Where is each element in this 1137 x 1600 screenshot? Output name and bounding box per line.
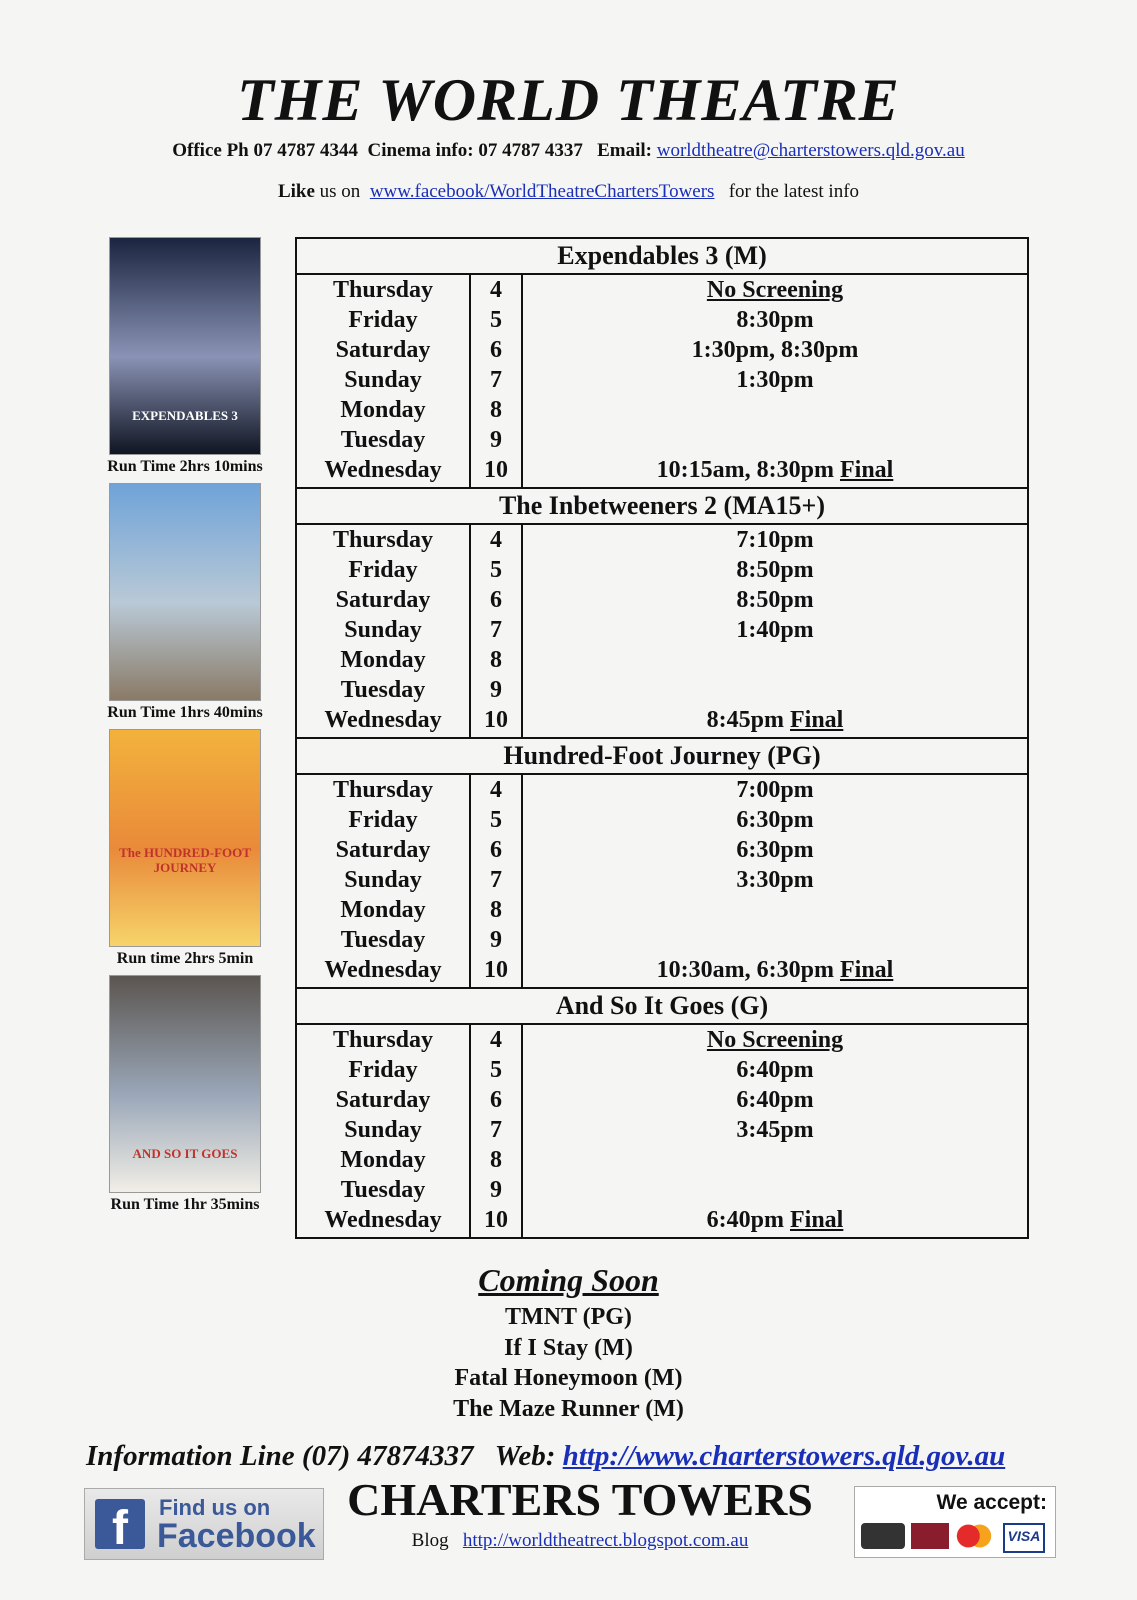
day: Monday [297, 645, 471, 675]
day: Sunday [297, 865, 471, 895]
times [523, 335, 1027, 365]
times [523, 425, 1027, 455]
showtime-row [297, 805, 1027, 835]
times [523, 645, 1027, 675]
day: Thursday [297, 275, 471, 305]
date: 5 [471, 1055, 523, 1085]
date: 5 [471, 555, 523, 585]
like-suffix: for the latest info [728, 181, 860, 202]
coming-soon-item: If I Stay (M) [504, 1334, 633, 1361]
times [523, 675, 1027, 705]
times [523, 1055, 1027, 1085]
showtime: 3:45pm [736, 1117, 814, 1143]
showtime: 1:30pm, 8:30pm [691, 337, 859, 363]
movie-poster [109, 975, 261, 1193]
showtime-row [297, 955, 1027, 987]
film-section [297, 239, 1027, 489]
date: 9 [471, 675, 523, 705]
showtime: 6:40pm [736, 1057, 814, 1083]
visa-icon: VISA [1003, 1523, 1045, 1553]
film-title: Expendables 3 (M) [297, 239, 1027, 275]
date: 9 [471, 425, 523, 455]
day: Saturday [297, 335, 471, 365]
facebook-badge-line1: Find us on [159, 1495, 271, 1520]
day: Thursday [297, 525, 471, 555]
showtime-row [297, 555, 1027, 585]
eftpos-terminal-icon [861, 1523, 905, 1549]
showtime-row [297, 1115, 1027, 1145]
date: 4 [471, 775, 523, 805]
date: 6 [471, 585, 523, 615]
date: 9 [471, 925, 523, 955]
date: 10 [471, 955, 523, 987]
date: 4 [471, 1025, 523, 1055]
showtime: 8:45pm [706, 707, 784, 733]
showtime-row [297, 675, 1027, 705]
day: Monday [297, 395, 471, 425]
film-title: Hundred-Foot Journey (PG) [297, 739, 1027, 775]
showtime-row [297, 455, 1027, 487]
page-title: THE WORLD THEATRE [237, 67, 900, 133]
times [523, 955, 1027, 987]
showtime-row [297, 425, 1027, 455]
showtime-row [297, 835, 1027, 865]
film-title: And So It Goes (G) [297, 989, 1027, 1025]
showtime: No Screening [706, 1027, 844, 1053]
day: Friday [297, 555, 471, 585]
showtime-row [297, 895, 1027, 925]
showtime: 8:50pm [736, 587, 814, 613]
showtime: 10:30am, 6:30pm [656, 957, 834, 983]
times [523, 1145, 1027, 1175]
email-link[interactable]: worldtheatre@charterstowers.qld.gov.au [656, 140, 965, 161]
facebook-badge[interactable] [84, 1488, 324, 1560]
poster-title: The HUNDRED-FOOT JOURNEY [119, 845, 251, 875]
facebook-badge-line2: Facebook [157, 1517, 316, 1555]
run-time: Run time 2hrs 5min [116, 950, 254, 967]
movie-poster [109, 729, 261, 947]
day: Sunday [297, 365, 471, 395]
date: 7 [471, 365, 523, 395]
schedule-table [295, 237, 1029, 1239]
showtime-row [297, 615, 1027, 645]
contact-line [0, 140, 1137, 162]
times [523, 1025, 1027, 1055]
showtime-row [297, 1025, 1027, 1055]
film-section [297, 489, 1027, 739]
date: 4 [471, 275, 523, 305]
showtime-row [297, 1205, 1027, 1237]
showtime-row [297, 1175, 1027, 1205]
blog-link[interactable]: http://worldtheatrect.blogspot.com.au [462, 1530, 749, 1551]
times [523, 865, 1027, 895]
information-line [86, 1440, 1005, 1473]
web-label: Web: [494, 1440, 556, 1472]
coming-soon-heading: Coming Soon [478, 1262, 659, 1298]
showtime: 10:15am, 8:30pm [656, 457, 834, 483]
day: Friday [297, 305, 471, 335]
day: Wednesday [297, 705, 471, 737]
date: 6 [471, 335, 523, 365]
showtime-row [297, 925, 1027, 955]
showtime: 3:30pm [736, 867, 814, 893]
showtime: 8:50pm [736, 557, 814, 583]
day: Monday [297, 895, 471, 925]
times [523, 775, 1027, 805]
mastercard-icon [955, 1523, 993, 1549]
final-label: Final [839, 957, 894, 983]
coming-soon-item: The Maze Runner (M) [453, 1395, 684, 1422]
date: 10 [471, 455, 523, 487]
times [523, 305, 1027, 335]
showtime-row [297, 305, 1027, 335]
date: 5 [471, 805, 523, 835]
film-section [297, 739, 1027, 989]
times [523, 1175, 1027, 1205]
info-phone: Information Line (07) 47874337 [86, 1440, 474, 1472]
eftpos-icon [911, 1523, 949, 1549]
times [523, 275, 1027, 305]
times [523, 805, 1027, 835]
run-time: Run Time 1hrs 40mins [107, 704, 263, 721]
date: 8 [471, 395, 523, 425]
day: Saturday [297, 835, 471, 865]
showtime-row [297, 525, 1027, 555]
day: Sunday [297, 615, 471, 645]
showtime: 1:40pm [736, 617, 814, 643]
showtime-row [297, 335, 1027, 365]
coming-soon-item: Fatal Honeymoon (M) [454, 1365, 683, 1391]
town-name: CHARTERS TOWERS [347, 1474, 813, 1525]
date: 7 [471, 1115, 523, 1145]
showtime-row [297, 1055, 1027, 1085]
payment-label: We accept: [936, 1491, 1047, 1514]
facebook-link[interactable]: www.facebook/WorldTheatreChartersTowers [369, 181, 715, 202]
showtime: 1:30pm [736, 367, 814, 393]
day: Tuesday [297, 675, 471, 705]
poster-title: AND SO IT GOES [132, 1146, 238, 1161]
date: 9 [471, 1175, 523, 1205]
showtime-row [297, 1145, 1027, 1175]
email-label: Email: [597, 140, 652, 161]
showtime-row [297, 585, 1027, 615]
date: 6 [471, 1085, 523, 1115]
day: Wednesday [297, 455, 471, 487]
day: Thursday [297, 1025, 471, 1055]
facebook-icon: f [95, 1499, 145, 1549]
showtime: 6:30pm [736, 807, 814, 833]
day: Saturday [297, 585, 471, 615]
date: 8 [471, 1145, 523, 1175]
date: 7 [471, 865, 523, 895]
cinema-phone: Cinema info: 07 4787 4337 [367, 140, 583, 161]
times [523, 925, 1027, 955]
film-section [297, 989, 1027, 1237]
times [523, 455, 1027, 487]
date: 4 [471, 525, 523, 555]
times [523, 1115, 1027, 1145]
movie-poster [109, 237, 261, 455]
day: Friday [297, 805, 471, 835]
times [523, 895, 1027, 925]
poster-title: EXPENDABLES 3 [132, 408, 238, 423]
day: Monday [297, 1145, 471, 1175]
showtime-row [297, 645, 1027, 675]
times [523, 585, 1027, 615]
blog-line [330, 1530, 830, 1552]
web-link[interactable]: http://www.charterstowers.qld.gov.au [562, 1440, 1006, 1472]
showtime: 7:10pm [736, 527, 814, 553]
showtime: 6:40pm [736, 1087, 814, 1113]
run-time: Run Time 1hr 35mins [110, 1196, 260, 1213]
date: 10 [471, 1205, 523, 1237]
final-label: Final [790, 707, 844, 733]
showtime-row [297, 775, 1027, 805]
showtime: 6:30pm [736, 837, 814, 863]
date: 8 [471, 895, 523, 925]
times [523, 835, 1027, 865]
day: Sunday [297, 1115, 471, 1145]
film-title: The Inbetweeners 2 (MA15+) [297, 489, 1027, 525]
office-phone: Office Ph 07 4787 4344 [172, 140, 358, 161]
day: Tuesday [297, 1175, 471, 1205]
date: 8 [471, 645, 523, 675]
showtime-row [297, 395, 1027, 425]
run-time: Run Time 2hrs 10mins [107, 458, 263, 475]
times [523, 705, 1027, 737]
day: Thursday [297, 775, 471, 805]
showtime: No Screening [706, 277, 844, 303]
showtime-row [297, 865, 1027, 895]
movie-poster [109, 483, 261, 701]
times [523, 395, 1027, 425]
day: Tuesday [297, 925, 471, 955]
final-label: Final [839, 457, 894, 483]
payment-badge [854, 1486, 1056, 1558]
showtime-row [297, 275, 1027, 305]
day: Wednesday [297, 1205, 471, 1237]
day: Tuesday [297, 425, 471, 455]
date: 5 [471, 305, 523, 335]
times [523, 525, 1027, 555]
final-label: Final [790, 1207, 844, 1233]
coming-soon-list [0, 1302, 1137, 1424]
like-text: us on [319, 181, 361, 202]
showtime: 7:00pm [736, 777, 814, 803]
blog-label: Blog [411, 1530, 449, 1551]
like-bold: Like [277, 181, 315, 202]
coming-soon-item: TMNT (PG) [505, 1304, 632, 1330]
times [523, 555, 1027, 585]
times [523, 1205, 1027, 1237]
times [523, 1085, 1027, 1115]
day: Saturday [297, 1085, 471, 1115]
date: 10 [471, 705, 523, 737]
showtime: 6:40pm [706, 1207, 784, 1233]
times [523, 365, 1027, 395]
date: 7 [471, 615, 523, 645]
showtime-row [297, 1085, 1027, 1115]
times [523, 615, 1027, 645]
day: Friday [297, 1055, 471, 1085]
showtime: 8:30pm [736, 307, 814, 333]
facebook-line [0, 181, 1137, 203]
day: Wednesday [297, 955, 471, 987]
showtime-row [297, 365, 1027, 395]
showtime-row [297, 705, 1027, 737]
date: 6 [471, 835, 523, 865]
